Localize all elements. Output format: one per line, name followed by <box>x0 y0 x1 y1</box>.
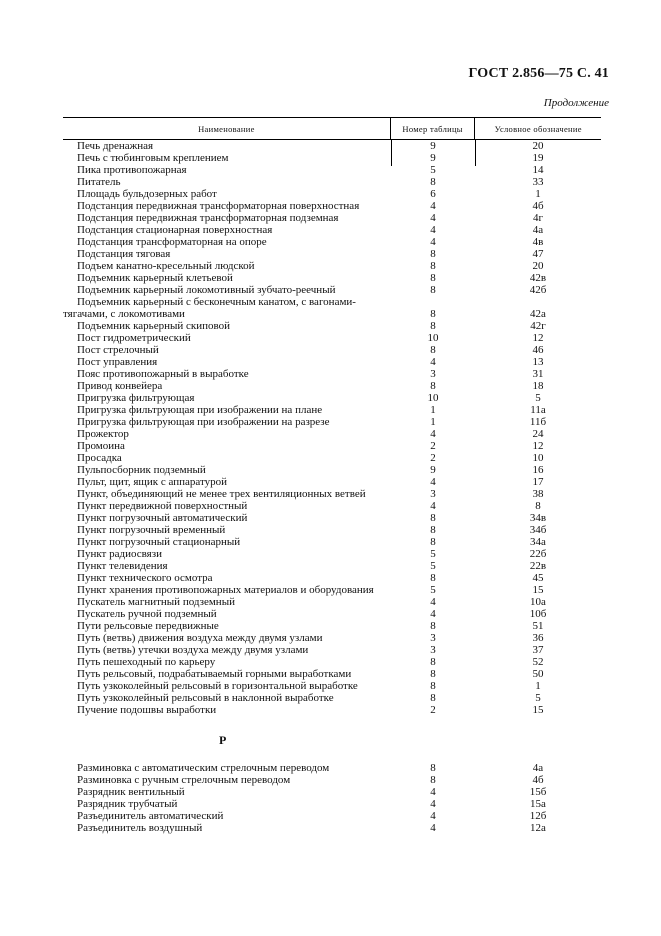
row-table-number: 8 <box>430 656 436 668</box>
column-header-symbol: Условное обозначение <box>494 123 582 134</box>
row-table-number: 4 <box>430 608 436 620</box>
row-symbol: 37 <box>532 644 544 656</box>
row-table-number: 4 <box>430 428 436 440</box>
table-row <box>63 704 601 716</box>
row-name: Пульпосборник подземный <box>77 464 206 476</box>
row-symbol: 19 <box>532 152 544 164</box>
row-table-number: 8 <box>430 344 436 356</box>
row-table-number: 10 <box>427 332 439 344</box>
row-table-number: 2 <box>430 704 436 716</box>
row-table-number: 8 <box>430 284 436 296</box>
row-symbol: 20 <box>532 140 544 152</box>
row-symbol: 18 <box>532 380 544 392</box>
table-row <box>63 392 601 404</box>
row-table-number: 8 <box>430 680 436 692</box>
row-table-number: 8 <box>430 320 436 332</box>
row-name: Пригрузка фильтрующая при изображении на плане <box>77 404 323 416</box>
row-table-number: 4 <box>430 356 436 368</box>
row-symbol: 11а <box>530 404 546 416</box>
row-table-number: 8 <box>430 572 436 584</box>
row-name: Разрядник трубчатый <box>77 798 178 810</box>
row-name: Разминовка с автоматическим стрелочным переводом <box>77 762 330 774</box>
table-row <box>63 428 601 440</box>
section-letter: Р <box>219 733 227 747</box>
row-name: Путь узкоколейный рельсовый в наклонной выработке <box>77 692 334 704</box>
table-row <box>63 644 601 656</box>
row-name: Пути рельсовые передвижные <box>77 620 219 632</box>
row-name: Просадка <box>77 452 122 464</box>
row-symbol: 14 <box>532 164 544 176</box>
row-name: Разъединитель воздушный <box>77 822 203 834</box>
table-row <box>63 176 601 188</box>
row-symbol: 42в <box>529 272 547 284</box>
row-symbol: 24 <box>532 428 544 440</box>
row-table-number: 8 <box>430 762 436 774</box>
row-table-number: 8 <box>430 774 436 786</box>
row-symbol: 42а <box>530 308 546 320</box>
row-name: Пригрузка фильтрующая при изображении на разрезе <box>77 416 330 428</box>
table-row <box>63 212 601 224</box>
row-name: Промоина <box>77 440 125 452</box>
row-name: Пояс противопожарный в выработке <box>77 368 249 380</box>
table-row <box>63 500 601 512</box>
row-name: Пост управления <box>77 356 158 368</box>
row-table-number: 5 <box>430 560 436 572</box>
table-row <box>63 786 601 798</box>
row-symbol: 4б <box>532 200 544 212</box>
row-name: Пункт погрузочный автоматический <box>77 512 248 524</box>
row-table-number: 4 <box>430 810 436 822</box>
row-table-number: 8 <box>430 620 436 632</box>
row-table-number: 8 <box>430 308 436 320</box>
row-name: Подъемник карьерный клетьевой <box>77 272 233 284</box>
row-table-number: 5 <box>430 548 436 560</box>
table-row <box>63 236 601 248</box>
row-name: Подстанция передвижная трансформаторная подземная <box>77 212 339 224</box>
row-symbol: 34б <box>529 524 547 536</box>
row-name: Подстанция тяговая <box>77 248 171 260</box>
row-symbol: 22в <box>529 560 547 572</box>
row-table-number: 4 <box>430 798 436 810</box>
row-table-number: 4 <box>430 786 436 798</box>
row-name: Прожектор <box>77 428 129 440</box>
table-row <box>63 296 601 320</box>
row-symbol: 52 <box>532 656 544 668</box>
row-symbol: 13 <box>532 356 544 368</box>
row-name: Путь (ветвь) утечки воздуха между двумя узлами <box>77 644 309 656</box>
row-table-number: 4 <box>430 200 436 212</box>
table-row <box>63 584 601 596</box>
row-symbol: 36 <box>532 632 544 644</box>
row-symbol: 34а <box>530 536 546 548</box>
table-row <box>63 380 601 392</box>
table-row <box>63 668 601 680</box>
table-row <box>63 512 601 524</box>
row-name: Путь узкоколейный рельсовый в горизонтальной выработке <box>77 680 358 692</box>
row-name: Питатель <box>77 176 121 188</box>
table-row <box>63 608 601 620</box>
row-symbol: 10а <box>530 596 546 608</box>
table-row <box>63 632 601 644</box>
row-name: Подстанция передвижная трансформаторная поверхностная <box>77 200 360 212</box>
row-table-number: 9 <box>430 140 436 152</box>
table-row <box>63 822 601 834</box>
row-name: Подстанция трансформаторная на опоре <box>77 236 267 248</box>
row-symbol: 20 <box>532 260 544 272</box>
row-symbol: 45 <box>532 572 544 584</box>
row-symbol: 42б <box>529 284 547 296</box>
row-symbol: 12 <box>532 440 544 452</box>
row-name: Пускатель магнитный подземный <box>77 596 235 608</box>
row-table-number: 1 <box>430 404 436 416</box>
rows-group-r <box>63 762 601 834</box>
row-symbol: 50 <box>532 668 544 680</box>
table-row <box>63 152 601 164</box>
row-symbol: 47 <box>532 248 544 260</box>
row-name: Пункт погрузочный стационарный <box>77 536 241 548</box>
table-row <box>63 596 601 608</box>
table-row <box>63 536 601 548</box>
row-table-number: 8 <box>430 536 436 548</box>
row-table-number: 4 <box>430 224 436 236</box>
row-table-number: 3 <box>430 644 436 656</box>
table-row <box>63 416 601 428</box>
row-name: Путь (ветвь) движения воздуха между двумя узлами <box>77 632 323 644</box>
row-symbol: 31 <box>532 368 544 380</box>
row-name: Подъемник карьерный с бесконечным канатом, с вагонами-тягачами, с локомотивами <box>63 296 356 320</box>
table-row <box>63 762 601 774</box>
table-row <box>63 260 601 272</box>
row-table-number: 5 <box>430 584 436 596</box>
column-divider <box>475 140 476 166</box>
row-symbol: 4а <box>532 224 544 236</box>
table-row <box>63 810 601 822</box>
table-row <box>63 344 601 356</box>
row-table-number: 10 <box>427 392 439 404</box>
table-row <box>63 272 601 284</box>
row-symbol: 22б <box>529 548 547 560</box>
table-row <box>63 140 601 152</box>
row-name: Путь рельсовый, подрабатываемый горными выработками <box>77 668 352 680</box>
row-name: Подстанция стационарная поверхностная <box>77 224 273 236</box>
row-table-number: 4 <box>430 236 436 248</box>
row-symbol: 1 <box>535 680 541 692</box>
table-row <box>63 560 601 572</box>
row-symbol: 42г <box>530 320 546 332</box>
row-table-number: 8 <box>430 248 436 260</box>
row-symbol: 15 <box>532 704 544 716</box>
row-name: Подъемник карьерный локомотивный зубчато-реечный <box>77 284 336 296</box>
table-body <box>63 140 601 834</box>
table-row <box>63 548 601 560</box>
table-header <box>63 117 601 140</box>
table-row <box>63 524 601 536</box>
row-name: Пика противопожарная <box>77 164 187 176</box>
table-row <box>63 572 601 584</box>
row-symbol: 8 <box>535 500 541 512</box>
table-row <box>63 164 601 176</box>
row-symbol: 51 <box>532 620 544 632</box>
continuation-label: Продолжение <box>543 97 609 109</box>
row-symbol: 5 <box>535 392 541 404</box>
table-row <box>63 476 601 488</box>
row-name: Пункт погрузочный временный <box>77 524 226 536</box>
row-table-number: 2 <box>430 452 436 464</box>
row-table-number: 4 <box>430 822 436 834</box>
row-name: Пункт технического осмотра <box>77 572 213 584</box>
row-table-number: 3 <box>430 488 436 500</box>
page-header: ГОСТ 2.856—75 С. 41 <box>468 66 609 81</box>
row-name: Площадь бульдозерных работ <box>77 188 217 200</box>
table-row <box>63 404 601 416</box>
table-row <box>63 188 601 200</box>
row-name: Подъемник карьерный скиповой <box>77 320 231 332</box>
row-table-number: 4 <box>430 596 436 608</box>
row-symbol: 1 <box>535 188 541 200</box>
row-table-number: 3 <box>430 632 436 644</box>
row-table-number: 8 <box>430 176 436 188</box>
row-table-number: 8 <box>430 272 436 284</box>
row-symbol: 12б <box>529 810 547 822</box>
table-row <box>63 774 601 786</box>
row-symbol: 4б <box>532 774 544 786</box>
row-symbol: 46 <box>532 344 544 356</box>
row-table-number: 9 <box>430 464 436 476</box>
row-name: Пункт хранения противопожарных материалов и оборудования <box>77 584 374 596</box>
table-row <box>63 224 601 236</box>
row-name: Разъединитель автоматический <box>77 810 224 822</box>
row-name: Пункт, объединяющий не менее трех вентиляционных ветвей <box>77 488 366 500</box>
table-row <box>63 248 601 260</box>
row-table-number: 8 <box>430 524 436 536</box>
row-symbol: 16 <box>532 464 544 476</box>
row-table-number: 8 <box>430 260 436 272</box>
row-table-number: 1 <box>430 416 436 428</box>
row-symbol: 33 <box>532 176 544 188</box>
row-symbol: 4в <box>532 236 544 248</box>
row-name: Пост стрелочный <box>77 344 159 356</box>
row-name: Путь пешеходный по карьеру <box>77 656 216 668</box>
row-symbol: 15а <box>530 798 546 810</box>
table-row <box>63 320 601 332</box>
column-header-table-number: Номер таблицы <box>391 118 476 139</box>
row-symbol: 15 <box>532 584 544 596</box>
row-symbol: 15б <box>529 786 547 798</box>
table-row <box>63 368 601 380</box>
row-symbol: 12 <box>532 332 544 344</box>
row-symbol: 4а <box>532 762 544 774</box>
row-table-number: 4 <box>430 212 436 224</box>
row-name: Привод конвейера <box>77 380 163 392</box>
row-name: Печь дренажная <box>77 140 154 152</box>
table-row <box>63 452 601 464</box>
row-symbol: 12а <box>530 822 546 834</box>
table-row <box>63 620 601 632</box>
row-table-number: 8 <box>430 692 436 704</box>
row-name: Пульт, щит, ящик с аппаратурой <box>77 476 228 488</box>
row-table-number: 6 <box>430 188 436 200</box>
row-symbol: 17 <box>532 476 544 488</box>
row-symbol: 10 <box>532 452 544 464</box>
row-table-number: 8 <box>430 668 436 680</box>
row-symbol: 11б <box>529 416 547 428</box>
row-symbol: 38 <box>532 488 544 500</box>
table-row <box>63 464 601 476</box>
table-row <box>63 692 601 704</box>
row-name: Пункт передвижной поверхностный <box>77 500 248 512</box>
row-name: Печь с тюбинговым креплением <box>77 152 229 164</box>
table-row <box>63 200 601 212</box>
row-symbol: 10б <box>529 608 547 620</box>
table-row <box>63 488 601 500</box>
column-header-name: Наименование <box>63 118 391 139</box>
row-name: Пункт телевидения <box>77 560 168 572</box>
table-row <box>63 440 601 452</box>
row-symbol: 4г <box>532 212 543 224</box>
row-name: Пригрузка фильтрующая <box>77 392 195 404</box>
row-symbol: 34в <box>529 512 547 524</box>
table-row <box>63 680 601 692</box>
row-name: Разминовка с ручным стрелочным переводом <box>77 774 291 786</box>
row-table-number: 2 <box>430 440 436 452</box>
column-divider <box>391 140 392 166</box>
row-name: Пускатель ручной подземный <box>77 608 217 620</box>
table-row <box>63 798 601 810</box>
table-row <box>63 356 601 368</box>
table-row <box>63 332 601 344</box>
row-table-number: 3 <box>430 368 436 380</box>
designation-table <box>63 117 601 834</box>
row-name: Подъем канатно-кресельный людской <box>77 260 255 272</box>
table-row <box>63 284 601 296</box>
rows-group-p <box>63 140 601 716</box>
row-name: Пункт радиосвязи <box>77 548 162 560</box>
row-table-number: 4 <box>430 500 436 512</box>
row-name: Пост гидрометрический <box>77 332 191 344</box>
table-row <box>63 656 601 668</box>
row-symbol: 5 <box>535 692 541 704</box>
row-table-number: 4 <box>430 476 436 488</box>
row-name: Разрядник вентильный <box>77 786 185 798</box>
row-name: Пучение подошвы выработки <box>77 704 217 716</box>
row-table-number: 8 <box>430 512 436 524</box>
row-table-number: 8 <box>430 380 436 392</box>
row-table-number: 5 <box>430 164 436 176</box>
row-table-number: 9 <box>430 152 436 164</box>
